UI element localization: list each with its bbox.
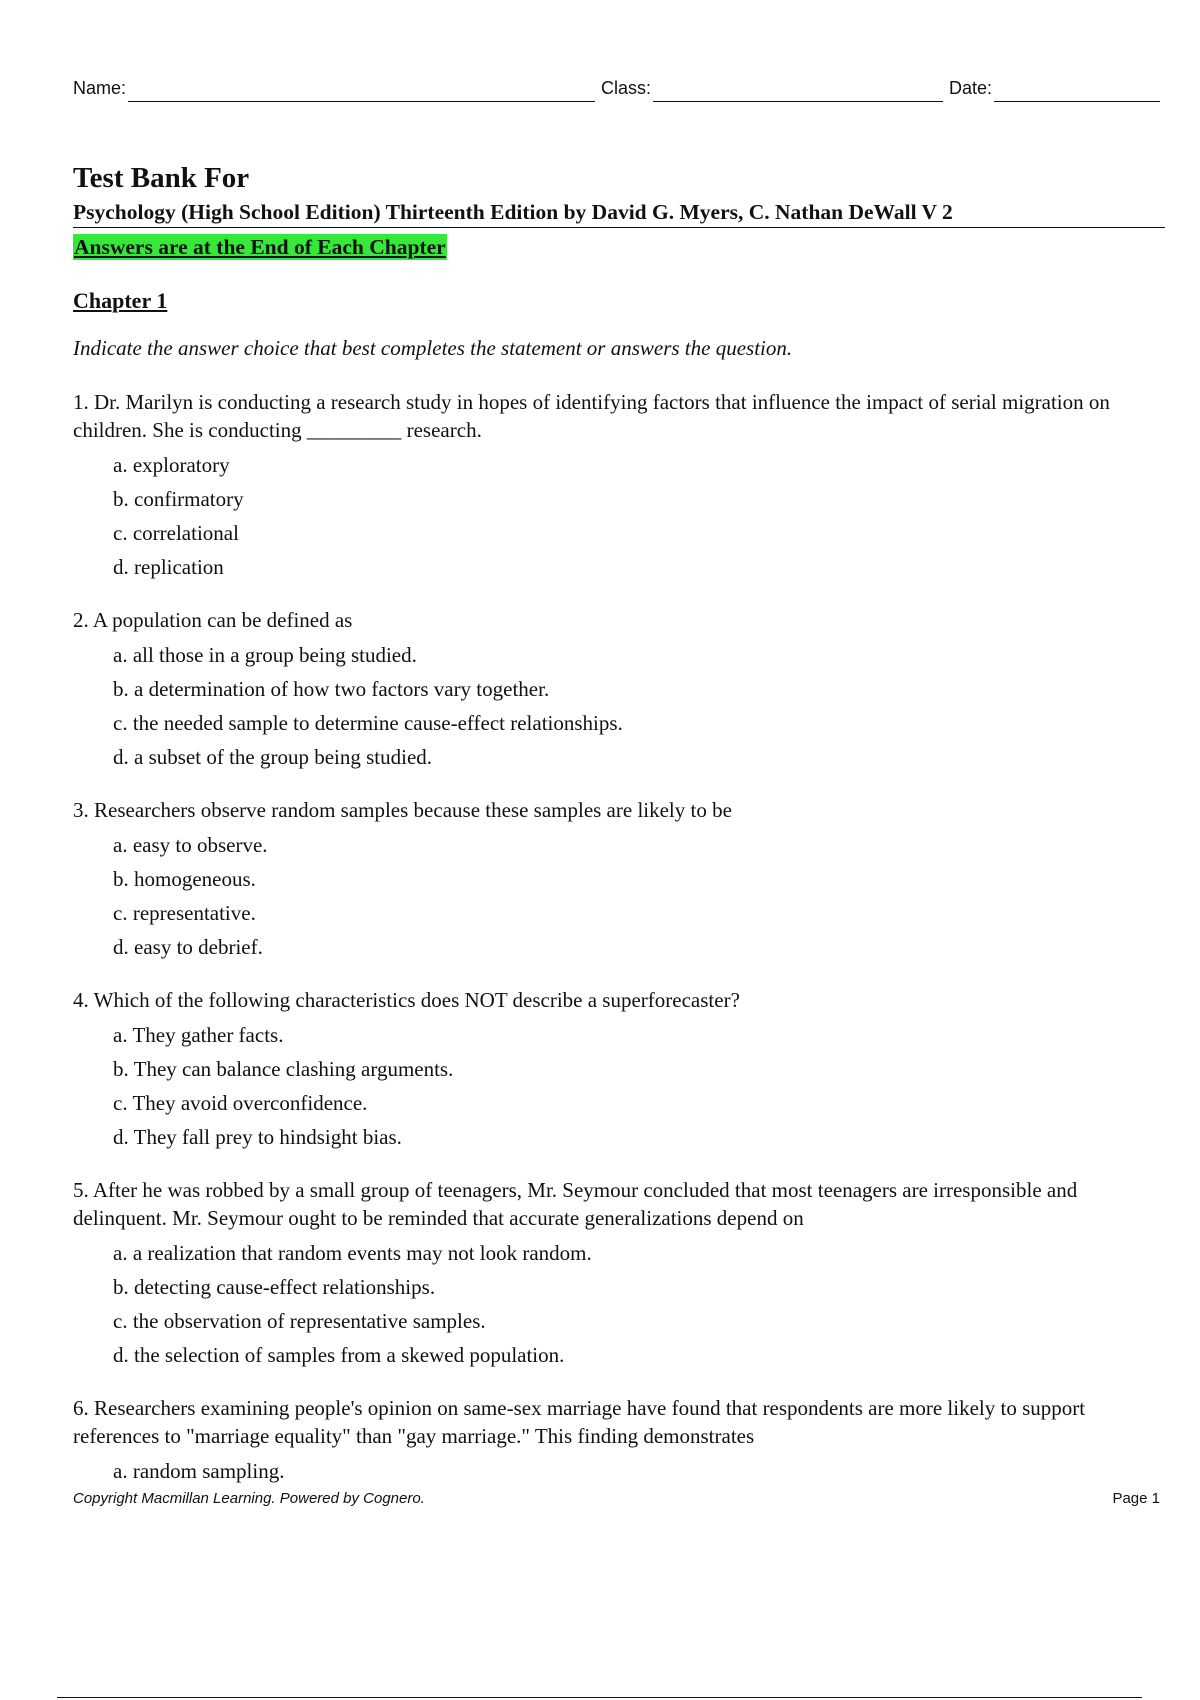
question-stem: 3. Researchers observe random samples because these samples are likely to be — [73, 798, 732, 822]
question-stem: 5. After he was robbed by a small group of teenagers, Mr. Seymour concluded that most teenagers are irresponsible and delinquent. Mr. Seymour ought to be reminded that accurate generalizations depend on — [73, 1178, 1078, 1230]
answer-option: a. a realization that random events may not look random. — [113, 1241, 592, 1265]
question-list — [73, 388, 1165, 1510]
question-5 — [73, 1176, 1165, 1372]
answer-option: a. random sampling. — [113, 1459, 285, 1483]
answer-options — [113, 1454, 1165, 1488]
answer-option: d. replication — [113, 555, 224, 579]
answer-option: b. a determination of how two factors vary together. — [113, 677, 550, 701]
answer-option: c. representative. — [113, 901, 256, 925]
answer-option: c. the observation of representative samples. — [113, 1309, 486, 1333]
document-title: Test Bank For — [73, 162, 250, 194]
question-2 — [73, 606, 1165, 774]
class-label: Class: — [601, 78, 652, 98]
answer-options — [113, 448, 1165, 584]
page-footer — [73, 1490, 1160, 1507]
question-stem: 4. Which of the following characteristics does NOT describe a superforecaster? — [73, 988, 740, 1012]
answer-option: d. the selection of samples from a skewed population. — [113, 1343, 565, 1367]
answer-options — [113, 638, 1165, 774]
answer-option: b. detecting cause-effect relationships. — [113, 1275, 436, 1299]
answer-option: c. They avoid overconfidence. — [113, 1091, 368, 1115]
answer-options — [113, 1236, 1165, 1372]
date-blank[interactable] — [994, 75, 1160, 102]
question-3 — [73, 796, 1165, 964]
name-blank[interactable] — [128, 75, 595, 102]
answer-option: d. They fall prey to hindsight bias. — [113, 1125, 402, 1149]
page-number: Page 1 — [1112, 1490, 1160, 1507]
answer-option: a. exploratory — [113, 453, 230, 477]
question-stem: 6. Researchers examining people's opinion on same-sex marriage have found that respondents are more likely to support references to "marriage equality" than "gay marriage." This finding demonstrates — [73, 1396, 1086, 1448]
answer-option: d. a subset of the group being studied. — [113, 745, 433, 769]
question-4 — [73, 986, 1165, 1154]
question-stem: 2. A population can be defined as — [73, 608, 353, 632]
instructions: Indicate the answer choice that best completes the statement or answers the question. — [73, 336, 793, 360]
answer-option: b. confirmatory — [113, 487, 244, 511]
date-label: Date: — [949, 78, 993, 98]
question-6 — [73, 1394, 1165, 1488]
answer-option: b. They can balance clashing arguments. — [113, 1057, 454, 1081]
book-title: Psychology (High School Edition) Thirteenth Edition by David G. Myers, C. Nathan DeWall V 2 — [73, 200, 1165, 228]
name-label: Name: — [73, 78, 127, 98]
answer-options — [113, 1018, 1165, 1154]
answer-option: c. the needed sample to determine cause-effect relationships. — [113, 711, 623, 735]
chapter-heading: Chapter 1 — [73, 288, 168, 313]
answer-option: b. homogeneous. — [113, 867, 256, 891]
question-stem: 1. Dr. Marilyn is conducting a research study in hopes of identifying factors that influence the impact of serial migration on children. She is conducting _________ research. — [73, 390, 1110, 442]
copyright-notice: Copyright Macmillan Learning. Powered by Cognero. — [73, 1490, 425, 1507]
answer-option: d. easy to debrief. — [113, 935, 263, 959]
answer-option: a. They gather facts. — [113, 1023, 284, 1047]
answers-note: Answers are at the End of Each Chapter — [74, 235, 446, 259]
bottom-divider — [57, 1697, 1142, 1698]
answer-option: a. easy to observe. — [113, 833, 268, 857]
student-info-fields — [73, 70, 1160, 102]
answer-option: a. all those in a group being studied. — [113, 643, 417, 667]
question-1 — [73, 388, 1165, 584]
answer-option: c. correlational — [113, 521, 239, 545]
answer-options — [113, 828, 1165, 964]
class-blank[interactable] — [653, 75, 943, 102]
